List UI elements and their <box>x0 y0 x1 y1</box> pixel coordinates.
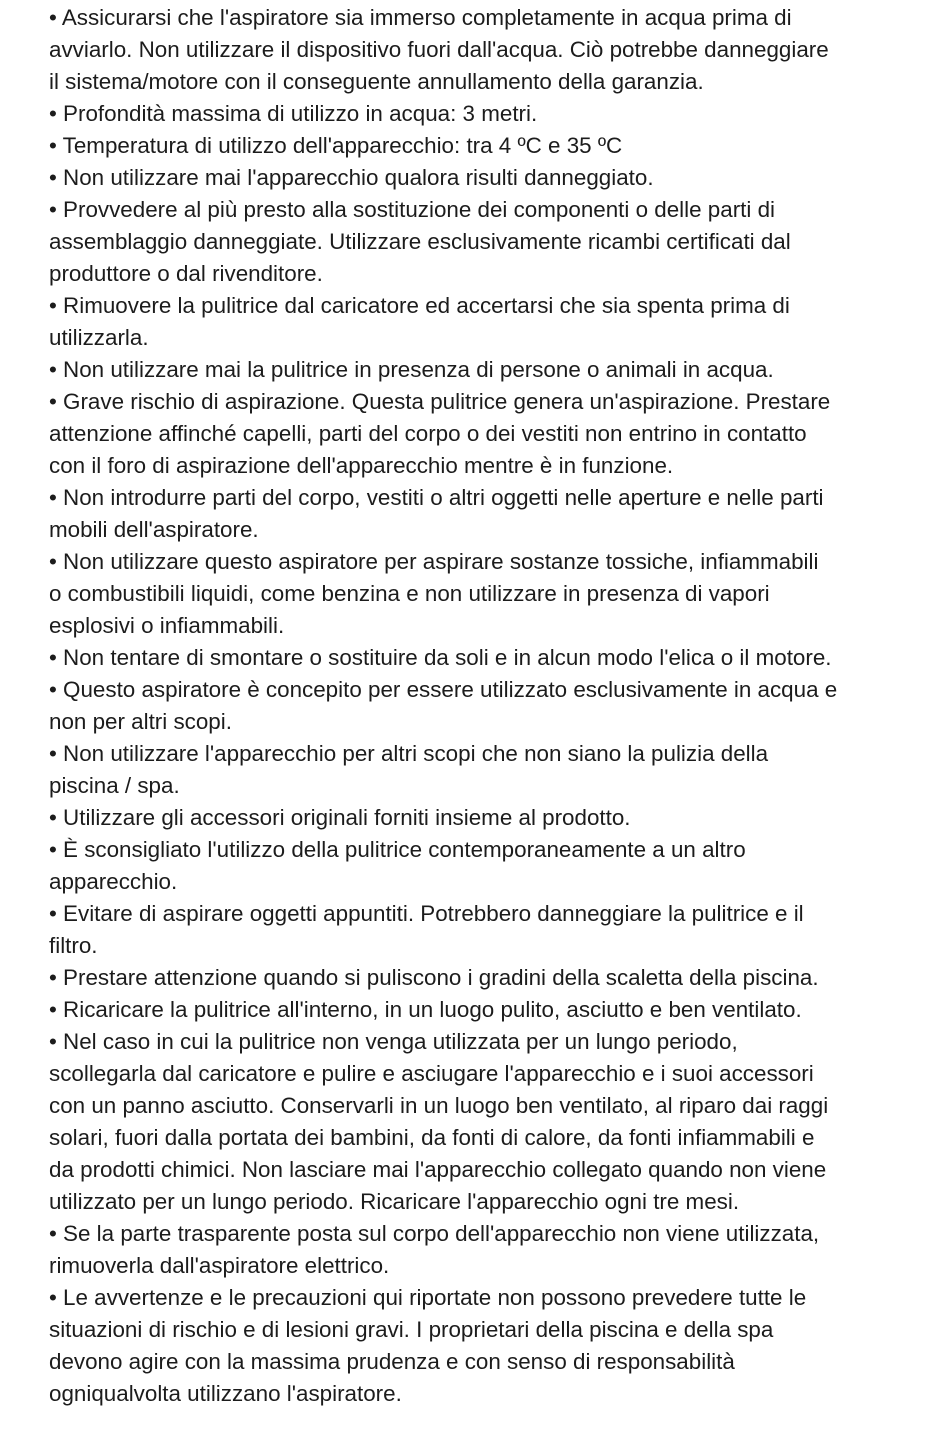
warning-text-line: con il foro di aspirazione dell'apparecchio mentre è in funzione. <box>49 453 674 478</box>
warning-item <box>49 642 929 674</box>
warning-item <box>49 994 929 1026</box>
warning-text-line: • Grave rischio di aspirazione. Questa pulitrice genera un'aspirazione. Prestare <box>49 389 831 414</box>
warning-text-line: apparecchio. <box>49 869 178 894</box>
warning-item <box>49 738 929 802</box>
warning-text-line: non per altri scopi. <box>49 709 232 734</box>
warning-item <box>49 194 929 290</box>
warning-text-line: mobili dell'aspiratore. <box>49 517 259 542</box>
warning-text-line: assemblaggio danneggiate. Utilizzare esclusivamente ricambi certificati dal <box>49 229 791 254</box>
warning-text-line: • Evitare di aspirare oggetti appuntiti. Potrebbero danneggiare la pulitrice e il <box>49 901 804 926</box>
warning-item <box>49 482 929 546</box>
warning-item <box>49 1282 929 1410</box>
warning-text-line: solari, fuori dalla portata dei bambini, da fonti di calore, da fonti infiammabili e <box>49 1125 815 1150</box>
warning-text-line: • Non introdurre parti del corpo, vestiti o altri oggetti nelle aperture e nelle parti <box>49 485 824 510</box>
warning-text-line: • Profondità massima di utilizzo in acqua: 3 metri. <box>49 101 538 126</box>
warning-text-line: • Non utilizzare mai la pulitrice in presenza di persone o animali in acqua. <box>49 357 774 382</box>
warning-text-line: • Questo aspiratore è concepito per essere utilizzato esclusivamente in acqua e <box>49 677 838 702</box>
warning-text-line: • Ricaricare la pulitrice all'interno, in un luogo pulito, asciutto e ben ventilato. <box>49 997 802 1022</box>
warning-item <box>49 354 929 386</box>
warning-text-line: esplosivi o infiammabili. <box>49 613 285 638</box>
warning-text-line: situazioni di rischio e di lesioni gravi. I proprietari della piscina e della spa <box>49 1317 774 1342</box>
warning-text-line: o combustibili liquidi, come benzina e non utilizzare in presenza di vapori <box>49 581 770 606</box>
warning-text-line: • Se la parte trasparente posta sul corpo dell'apparecchio non viene utilizzata, <box>49 1221 820 1246</box>
warning-item <box>49 290 929 354</box>
warning-text-line: • Provvedere al più presto alla sostituzione dei componenti o delle parti di <box>49 197 776 222</box>
warning-item <box>49 1218 929 1282</box>
warning-text-line: attenzione affinché capelli, parti del corpo o dei vestiti non entrino in contatto <box>49 421 807 446</box>
warning-item <box>49 130 929 162</box>
warning-text-line: il sistema/motore con il conseguente annullamento della garanzia. <box>49 69 704 94</box>
warning-text-line: utilizzarla. <box>49 325 149 350</box>
warning-text-line: • Utilizzare gli accessori originali forniti insieme al prodotto. <box>49 805 631 830</box>
warning-item <box>49 162 929 194</box>
warning-text-line: • Non tentare di smontare o sostituire da soli e in alcun modo l'elica o il motore. <box>49 645 832 670</box>
warning-text-line: ogniqualvolta utilizzano l'aspiratore. <box>49 1381 402 1406</box>
warning-text-line: • Prestare attenzione quando si puliscono i gradini della scaletta della piscina. <box>49 965 819 990</box>
warning-text-line: • Non utilizzare questo aspiratore per aspirare sostanze tossiche, infiammabili <box>49 549 819 574</box>
safety-warnings-list <box>49 2 929 1410</box>
warning-text-line: rimuoverla dall'aspiratore elettrico. <box>49 1253 390 1278</box>
warning-text-line: da prodotti chimici. Non lasciare mai l'apparecchio collegato quando non viene <box>49 1157 827 1182</box>
warning-item <box>49 674 929 738</box>
warning-item <box>49 546 929 642</box>
warning-text-line: utilizzato per un lungo periodo. Ricaricare l'apparecchio ogni tre mesi. <box>49 1189 740 1214</box>
warning-item <box>49 386 929 482</box>
warning-text-line: • Rimuovere la pulitrice dal caricatore ed accertarsi che sia spenta prima di <box>49 293 790 318</box>
warning-item <box>49 834 929 898</box>
warning-item <box>49 98 929 130</box>
warning-text-line: scollegarla dal caricatore e pulire e asciugare l'apparecchio e i suoi accessori <box>49 1061 814 1086</box>
warning-text-line: • Temperatura di utilizzo dell'apparecchio: tra 4 ºC e 35 ºC <box>49 133 623 158</box>
warning-item <box>49 962 929 994</box>
warning-text-line: produttore o dal rivenditore. <box>49 261 323 286</box>
warning-text-line: • È sconsigliato l'utilizzo della pulitrice contemporaneamente a un altro <box>49 837 746 862</box>
warning-text-line: piscina / spa. <box>49 773 180 798</box>
warning-text-line: avviarlo. Non utilizzare il dispositivo fuori dall'acqua. Ciò potrebbe danneggiare <box>49 37 829 62</box>
warning-text-line: • Non utilizzare mai l'apparecchio qualora risulti danneggiato. <box>49 165 654 190</box>
warning-item <box>49 1026 929 1218</box>
warning-text-line: • Nel caso in cui la pulitrice non venga utilizzata per un lungo periodo, <box>49 1029 738 1054</box>
warning-item <box>49 898 929 962</box>
warning-text-line: con un panno asciutto. Conservarli in un luogo ben ventilato, al riparo dai raggi <box>49 1093 829 1118</box>
warning-text-line: • Assicurarsi che l'aspiratore sia immerso completamente in acqua prima di <box>49 5 792 30</box>
warning-text-line: filtro. <box>49 933 98 958</box>
warning-text-line: devono agire con la massima prudenza e con senso di responsabilità <box>49 1349 735 1374</box>
warning-text-line: • Le avvertenze e le precauzioni qui riportate non possono prevedere tutte le <box>49 1285 807 1310</box>
warning-item <box>49 2 929 98</box>
warning-item <box>49 802 929 834</box>
warning-text-line: • Non utilizzare l'apparecchio per altri scopi che non siano la pulizia della <box>49 741 769 766</box>
